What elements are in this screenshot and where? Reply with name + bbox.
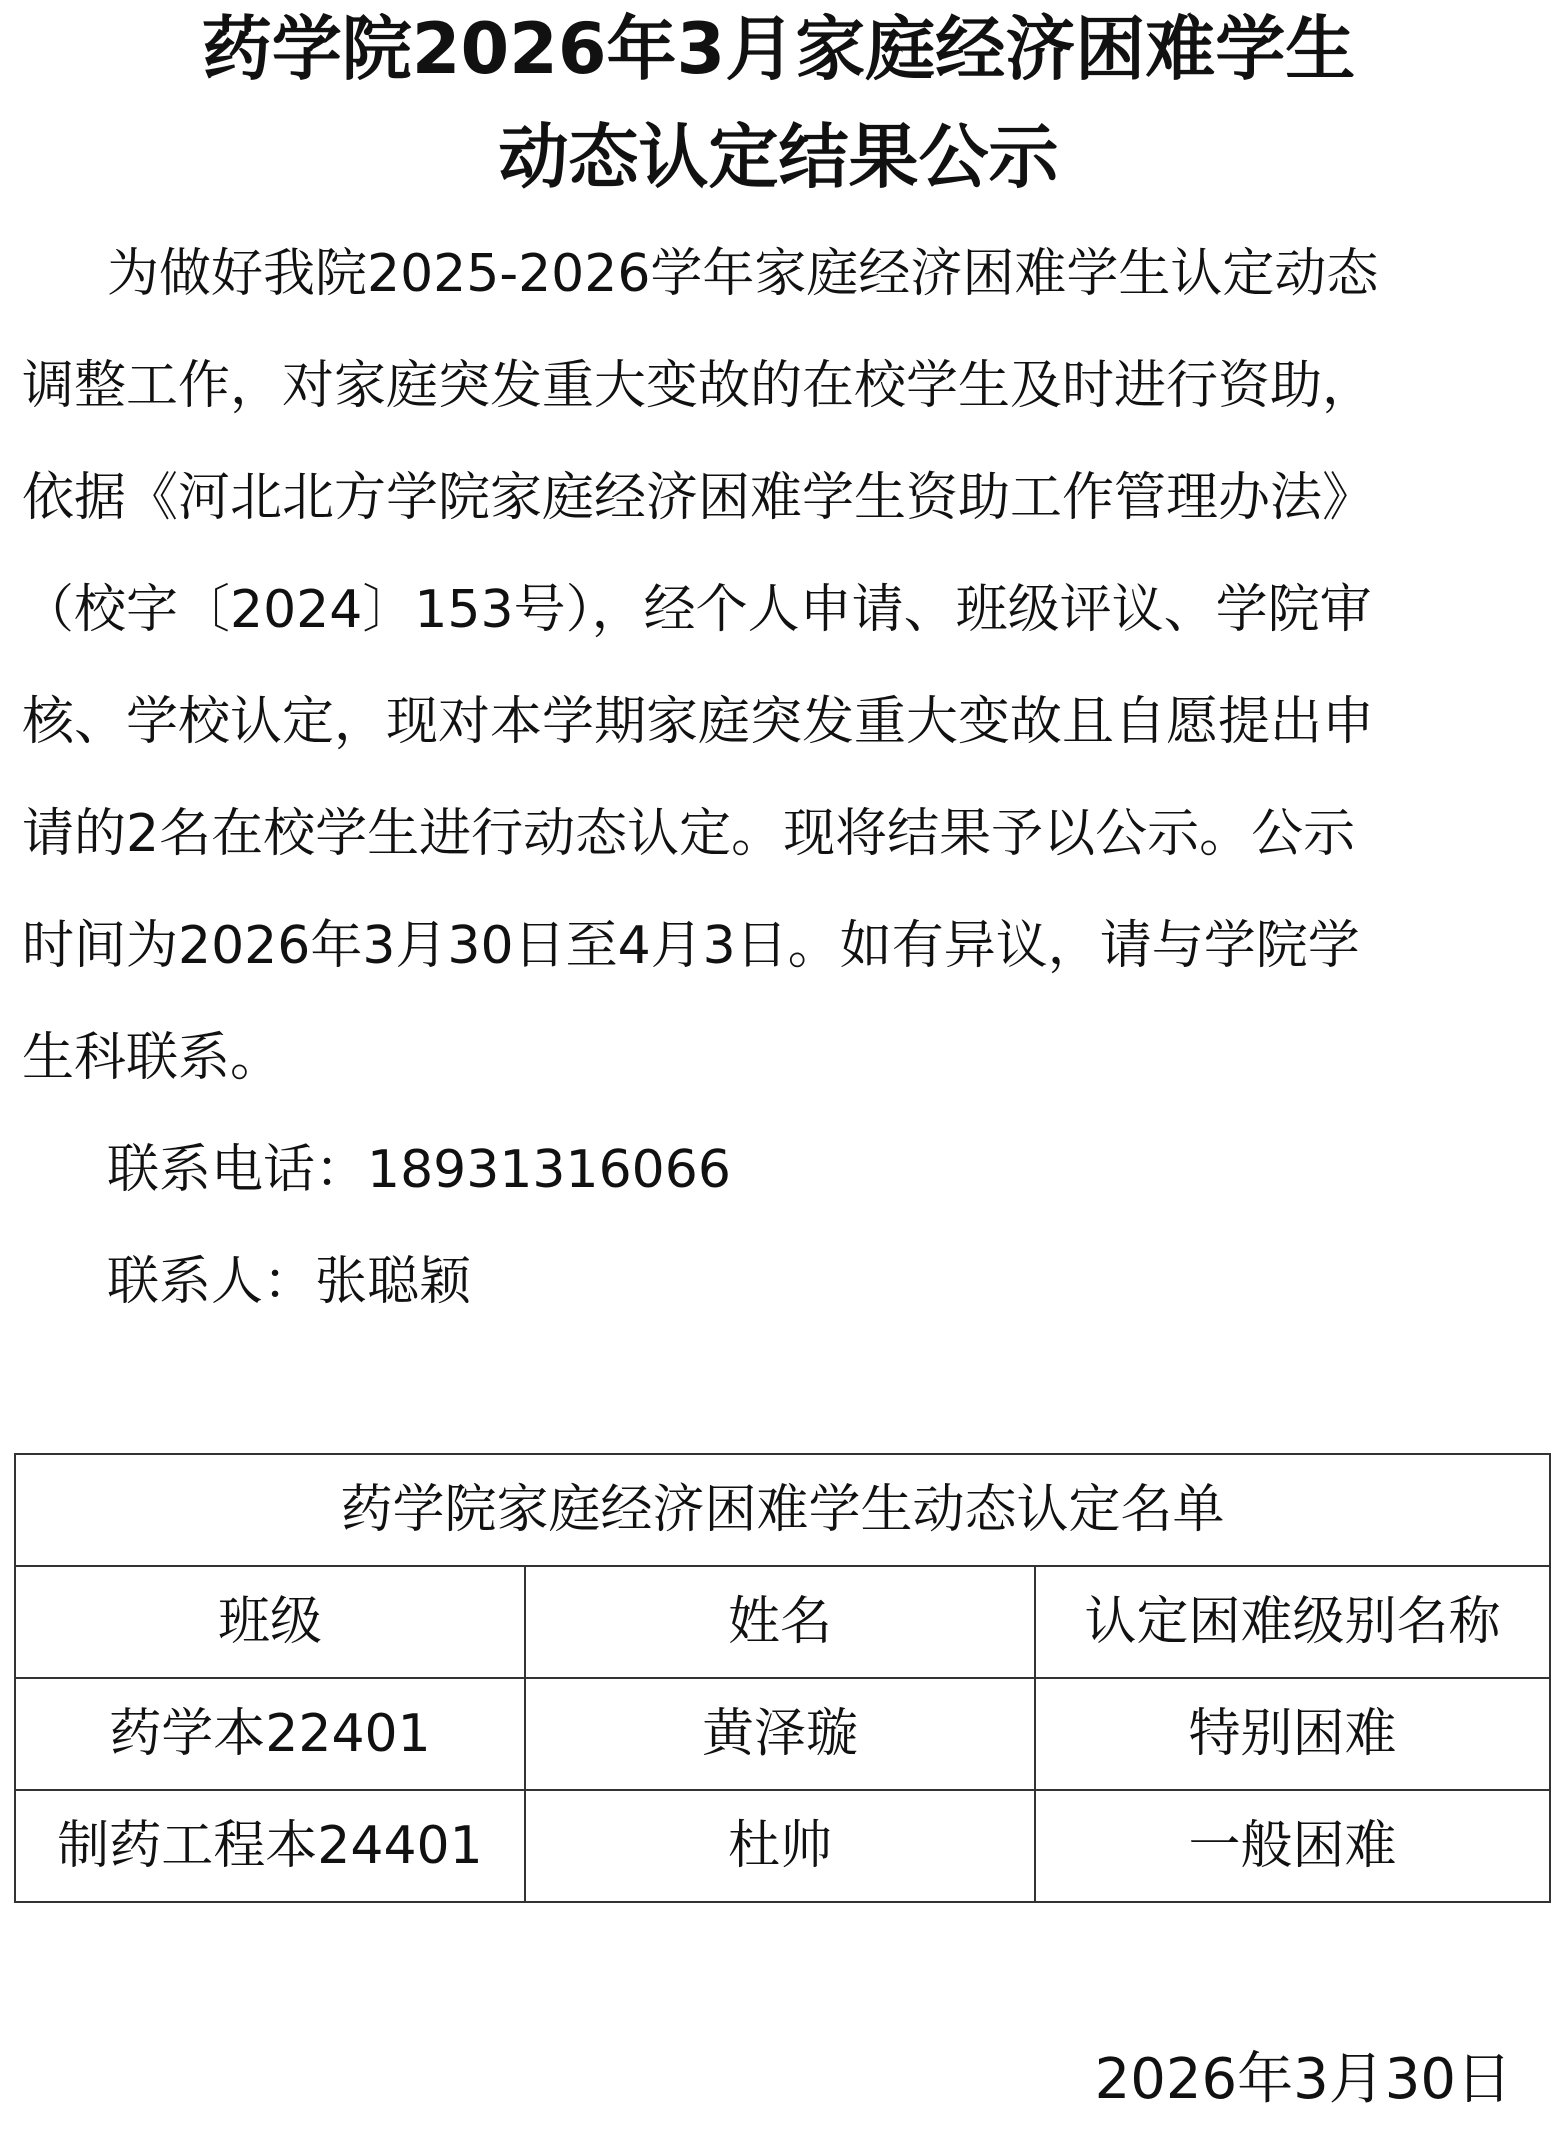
table-row bbox=[15, 1790, 1550, 1902]
cell-class: 制药工程本24401 bbox=[15, 1790, 525, 1902]
cell-name: 黄泽璇 bbox=[525, 1678, 1035, 1790]
body-line-1: 为做好我院2025-2026学年家庭经济困难学生认定动态 bbox=[107, 244, 1379, 304]
table-caption: 药学院家庭经济困难学生动态认定名单 bbox=[15, 1454, 1550, 1566]
cell-name: 杜帅 bbox=[525, 1790, 1035, 1902]
body-line-7: 时间为2026年3月30日至4月3日。如有异议，请与学院学 bbox=[22, 916, 1360, 976]
table-caption-row bbox=[15, 1454, 1550, 1566]
body-line-5: 核、学校认定，现对本学期家庭突发重大变故且自愿提出申 bbox=[22, 692, 1375, 752]
table-header-row bbox=[15, 1566, 1550, 1678]
document-title-line-2: 动态认定结果公示 bbox=[498, 116, 1059, 198]
header-name: 姓名 bbox=[525, 1566, 1035, 1678]
body-line-8: 生科联系。 bbox=[22, 1028, 283, 1088]
document-title-line-1: 药学院2026年3月家庭经济困难学生 bbox=[201, 8, 1356, 90]
contact-person: 联系人：张聪颖 bbox=[107, 1252, 472, 1312]
publication-date: 2026年3月30日 bbox=[1094, 2047, 1512, 2112]
cell-class: 药学本22401 bbox=[15, 1678, 525, 1790]
header-level: 认定困难级别名称 bbox=[1035, 1566, 1550, 1678]
contact-phone: 联系电话：18931316066 bbox=[107, 1140, 731, 1200]
table-row bbox=[15, 1678, 1550, 1790]
body-line-4: （校字〔2024〕153号），经个人申请、班级评议、学院审 bbox=[22, 580, 1372, 640]
body-line-3: 依据《河北北方学院家庭经济困难学生资助工作管理办法》 bbox=[22, 468, 1375, 528]
cell-level: 特别困难 bbox=[1035, 1678, 1550, 1790]
body-line-2: 调整工作，对家庭突发重大变故的在校学生及时进行资助， bbox=[22, 356, 1375, 416]
body-line-6: 请的2名在校学生进行动态认定。现将结果予以公示。公示 bbox=[22, 804, 1356, 864]
header-class: 班级 bbox=[15, 1566, 525, 1678]
recognition-list-table bbox=[14, 1453, 1551, 1903]
cell-level: 一般困难 bbox=[1035, 1790, 1550, 1902]
